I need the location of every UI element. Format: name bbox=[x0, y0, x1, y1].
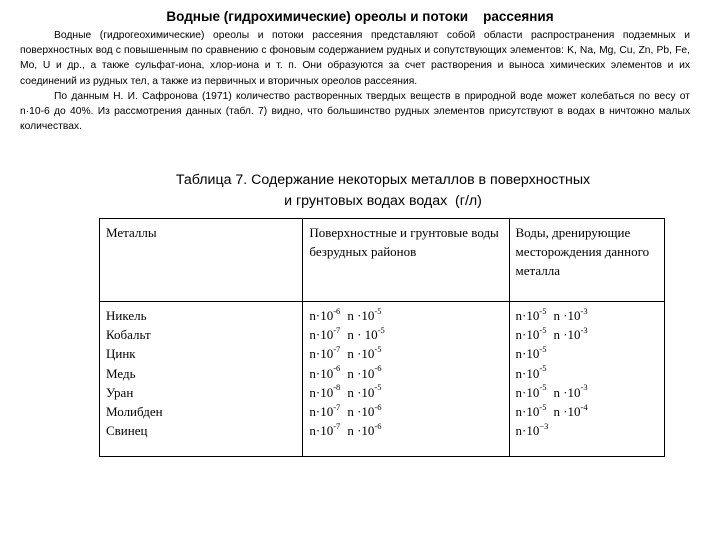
ore-value bbox=[516, 421, 658, 440]
ore-value bbox=[516, 383, 658, 402]
ore-value bbox=[516, 306, 658, 325]
surface-value bbox=[309, 421, 502, 440]
metal-name: Уран bbox=[106, 384, 134, 400]
value-mantissa: n·10 bbox=[309, 404, 334, 420]
table-header-row bbox=[100, 219, 665, 302]
metal-name: Цинк bbox=[106, 346, 136, 362]
value-exponent: -5 bbox=[539, 382, 547, 393]
value-mantissa: n · 10 bbox=[347, 327, 378, 343]
metal-name: Кобальт bbox=[106, 327, 151, 343]
value-exponent: -7 bbox=[333, 344, 341, 355]
body-text bbox=[20, 28, 690, 134]
value-exponent: -3 bbox=[580, 382, 588, 393]
value-exponent: -8 bbox=[333, 382, 341, 393]
value-exponent: -6 bbox=[374, 420, 382, 431]
value-mantissa: n ·10 bbox=[347, 404, 375, 420]
ore-values-column bbox=[509, 302, 664, 457]
value-exponent: -5 bbox=[539, 401, 547, 412]
value-exponent: -5 bbox=[539, 305, 547, 316]
caption-line: и грунтовых водах водах (г/л) bbox=[284, 193, 482, 209]
value-exponent: -5 bbox=[374, 305, 382, 316]
table-caption bbox=[100, 170, 666, 212]
surface-value bbox=[309, 306, 502, 325]
value-exponent: -3 bbox=[580, 305, 588, 316]
value-exponent: -5 bbox=[377, 324, 385, 335]
metals-table bbox=[99, 218, 665, 457]
ore-value bbox=[516, 344, 658, 363]
header-metals: Металлы bbox=[100, 219, 303, 302]
metal-name: Медь bbox=[106, 365, 136, 381]
header-ore-waters: Воды, дренирующие месторождения данного металла bbox=[509, 219, 664, 302]
value-exponent: -5 bbox=[539, 324, 547, 335]
ore-value bbox=[516, 402, 658, 421]
value-mantissa: n·10 bbox=[515, 384, 540, 400]
document-title: Водные (гидрохимические) ореолы и потоки рассеяния bbox=[166, 9, 554, 24]
caption-line: Таблица 7. Содержание некоторых металлов в поверхностных bbox=[175, 172, 591, 188]
surface-value bbox=[309, 325, 502, 344]
value-mantissa: n ·10 bbox=[553, 384, 581, 400]
surface-value bbox=[309, 383, 502, 402]
value-exponent: -6 bbox=[374, 401, 382, 412]
metal-name: Молибден bbox=[106, 404, 163, 420]
value-exponent: -5 bbox=[539, 363, 547, 374]
value-mantissa: n·10 bbox=[309, 384, 334, 400]
value-mantissa: n·10 bbox=[309, 346, 334, 362]
value-mantissa: n·10 bbox=[309, 423, 334, 439]
value-exponent: -4 bbox=[580, 401, 588, 412]
value-exponent: -7 bbox=[333, 324, 341, 335]
metals-column bbox=[100, 302, 303, 457]
value-exponent: -7 bbox=[333, 401, 341, 412]
metal-name: Свинец bbox=[106, 423, 148, 439]
value-exponent: -6 bbox=[333, 363, 341, 374]
paragraph: По данным Н. И. Сафронова (1971) количество растворенных твердых веществ в природной воде может колебаться по весу от n·10-6 до 40%. Из рассмотрения данных (табл. 7) видно, что большинство рудных элементов присутствуют в водах в ничтожно малых количествах. bbox=[20, 90, 690, 133]
value-mantissa: n ·10 bbox=[347, 365, 375, 381]
value-mantissa: n·10 bbox=[515, 346, 540, 362]
value-mantissa: n ·10 bbox=[553, 327, 581, 343]
paragraph: Водные (гидрогеохимические) ореолы и потоки рассеяния представляют собой области распространения подземных и поверхностных вод с повышенным по сравнению с фоновым содержанием рудных и сопутствующих элементов: K, Na, Mg, Cu, Zn, Pb, Fe, Mo, U и др., а также сульфат-иона, хлор-иона и т. п. Они образуются за счет растворения и выноса химических элементов и их соединений из рудных тел, а также из первичных и вторичных ореолов рассеяния. bbox=[20, 30, 690, 87]
value-mantissa: n ·10 bbox=[553, 404, 581, 420]
value-mantissa: n·10 bbox=[515, 308, 540, 323]
value-mantissa: n ·10 bbox=[553, 308, 581, 323]
surface-value bbox=[309, 344, 502, 363]
value-exponent: −3 bbox=[539, 420, 549, 431]
value-mantissa: n ·10 bbox=[347, 384, 375, 400]
value-exponent: -6 bbox=[333, 305, 341, 316]
value-mantissa: n ·10 bbox=[347, 308, 375, 323]
value-exponent: -3 bbox=[580, 324, 588, 335]
value-exponent: -7 bbox=[333, 420, 341, 431]
value-mantissa: n·10 bbox=[309, 327, 334, 343]
value-mantissa: n·10 bbox=[515, 365, 540, 381]
surface-value bbox=[309, 364, 502, 383]
surface-value bbox=[309, 402, 502, 421]
header-surface-waters: Поверхностные и грунтовые воды безрудных районов bbox=[303, 219, 509, 302]
value-exponent: -5 bbox=[539, 344, 547, 355]
metal-name: Никель bbox=[106, 308, 147, 323]
value-exponent: -5 bbox=[374, 382, 382, 393]
value-mantissa: n·10 bbox=[309, 365, 334, 381]
value-mantissa: n·10 bbox=[515, 327, 540, 343]
ore-value bbox=[516, 364, 658, 383]
surface-values-column bbox=[303, 302, 509, 457]
ore-value bbox=[516, 325, 658, 344]
table-data-row bbox=[100, 302, 665, 457]
value-exponent: -6 bbox=[374, 363, 382, 374]
value-mantissa: n·10 bbox=[515, 423, 540, 439]
value-mantissa: n ·10 bbox=[347, 423, 375, 439]
value-mantissa: n·10 bbox=[309, 308, 334, 323]
value-exponent: -5 bbox=[374, 344, 382, 355]
value-mantissa: n ·10 bbox=[347, 346, 375, 362]
value-mantissa: n·10 bbox=[515, 404, 540, 420]
